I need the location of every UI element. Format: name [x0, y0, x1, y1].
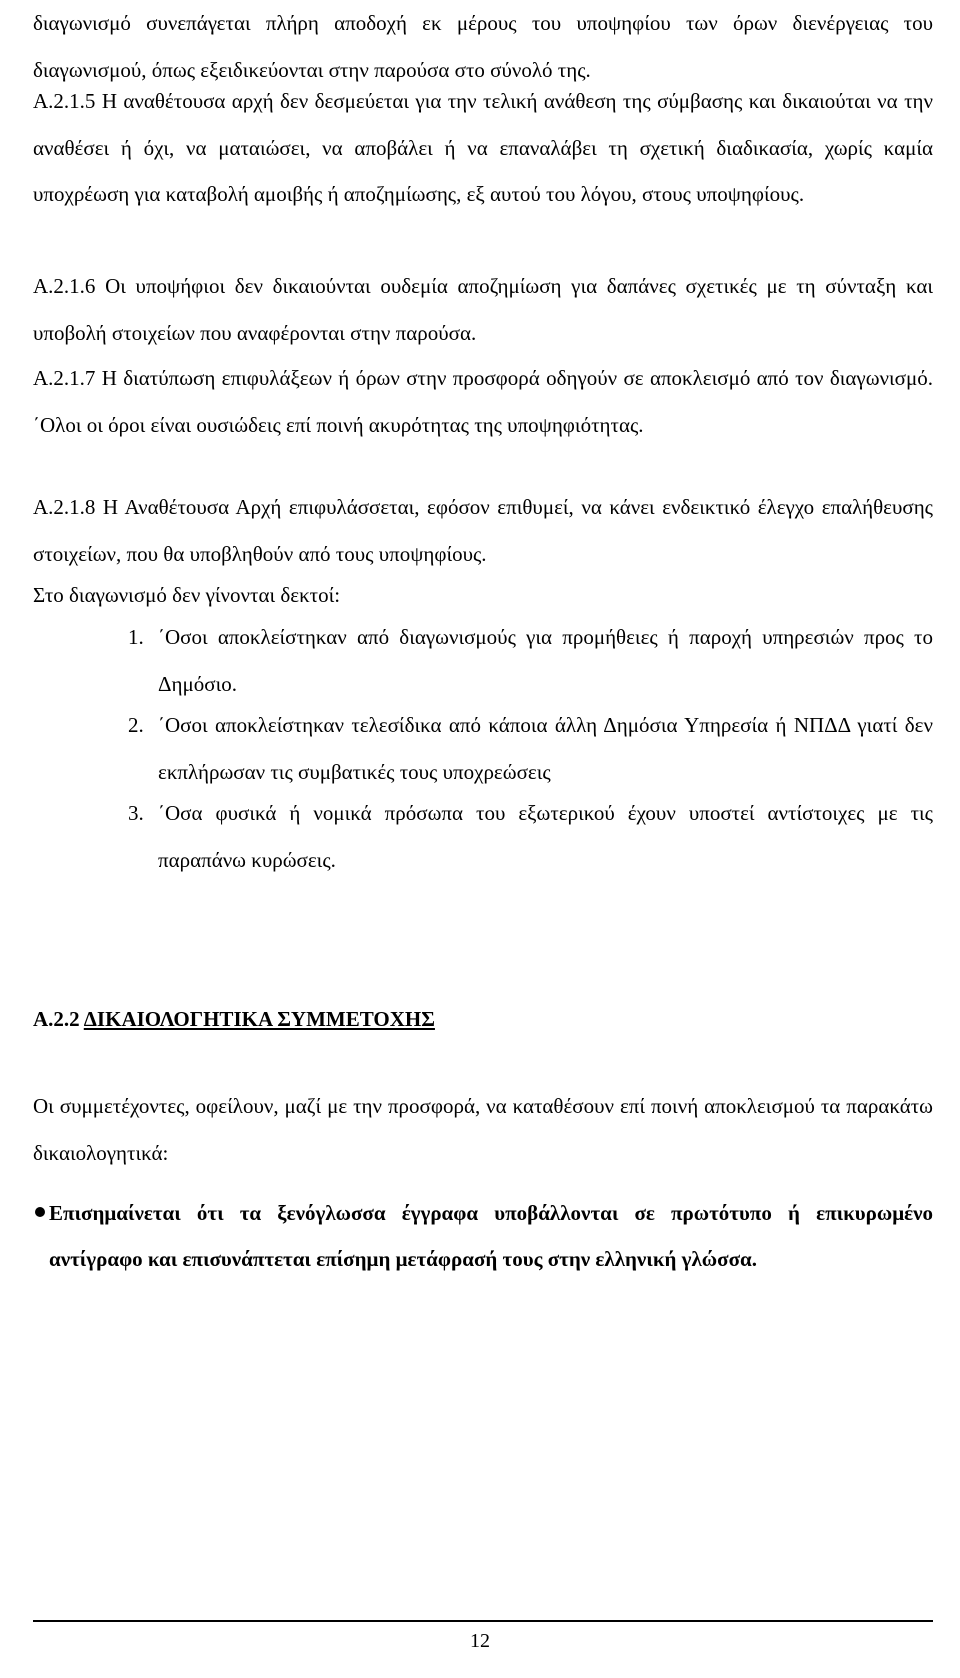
list-item-text: ΄Οσα φυσικά ή νομικά πρόσωπα του εξωτερικού έχουν υποστεί αντίστοιχες με τις παραπάνω κυρώσεις. [158, 801, 933, 872]
bullet-item [33, 1190, 933, 1282]
paragraph-participants-intro: Οι συμμετέχοντες, οφείλουν, μαζί με την προσφορά, να καταθέσουν επί ποινή αποκλεισμού τα παρακάτω δικαιολογητικά: [33, 1094, 933, 1165]
page-number: 12 [470, 1630, 490, 1652]
section-heading-number: Α.2.2 [33, 1007, 84, 1031]
paragraph-a216: Α.2.1.6 Οι υποψήφιοι δεν δικαιούνται ουδεμία αποζημίωση για δαπάνες σχετικές με τη σύνταξη και υποβολή στοιχείων που αναφέρονται στην παρούσα. [33, 274, 933, 345]
paragraph-a217: Α.2.1.7 Η διατύπωση επιφυλάξεων ή όρων στην προσφορά οδηγούν σε αποκλεισμό από τον διαγωνισμό. ΄Ολοι οι όροι είναι ουσιώδεις επί ποινή ακυρότητας της υποψηφιότητας. [33, 366, 933, 437]
list-item-number: 3. [128, 801, 144, 825]
list-item [128, 614, 933, 707]
bullet-text: Επισημαίνεται ότι τα ξενόγλωσσα έγγραφα υποβάλλονται σε πρωτότυπο ή επικυρωμένο αντίγραφο και επισυνάπτεται επίσημη μετάφρασή τους στην ελληνική γλώσσα. [49, 1201, 933, 1271]
list-item-number: 2. [128, 713, 144, 737]
paragraph-exclusions-intro: Στο διαγωνισμό δεν γίνονται δεκτοί: [33, 583, 341, 607]
paragraph-a218: Α.2.1.8 Η Αναθέτουσα Αρχή επιφυλάσσεται, εφόσον επιθυμεί, να κάνει ενδεικτικό έλεγχο επαλήθευσης στοιχείων, που θα υποβληθούν από τους υποψηφίους. [33, 495, 933, 566]
section-heading [33, 996, 435, 1042]
paragraph-continuation: διαγωνισμό συνεπάγεται πλήρη αποδοχή εκ μέρους του υποψηφίου των όρων διενέργειας του διαγωνισμού, όπως εξειδικεύονται στην παρούσα στο σύνολό της. [33, 11, 933, 82]
paragraph-a215: Α.2.1.5 Η αναθέτουσα αρχή δεν δεσμεύεται για την τελική ανάθεση της σύμβασης και δικαιούται να την αναθέσει ή όχι, να ματαιώσει, να αποβάλει ή να επαναλάβει τη σχετική διαδικασία, χωρίς καμία υποχρέωση για καταβολή αμοιβής ή αποζημίωσης, εξ αυτού του λόγου, στους υποψηφίους. [33, 89, 933, 207]
list-item [128, 702, 933, 795]
list-item-text: ΄Οσοι αποκλείστηκαν από διαγωνισμούς για προμήθειες ή παροχή υπηρεσιών προς το Δημόσιο. [158, 625, 933, 696]
footer-divider [33, 1620, 933, 1622]
list-item-number: 1. [128, 625, 144, 649]
list-item [128, 790, 933, 883]
section-heading-title: ΔΙΚΑΙΟΛΟΓΗΤΙΚΑ ΣΥΜΜΕΤΟΧΗΣ [83, 1007, 435, 1031]
list-item-text: ΄Οσοι αποκλείστηκαν τελεσίδικα από κάποια άλλη Δημόσια Υπηρεσία ή ΝΠΔΔ γιατί δεν εκπλήρωσαν τις συμβατικές τους υποχρεώσεις [158, 713, 933, 784]
bullet-dot-icon [35, 1207, 45, 1217]
